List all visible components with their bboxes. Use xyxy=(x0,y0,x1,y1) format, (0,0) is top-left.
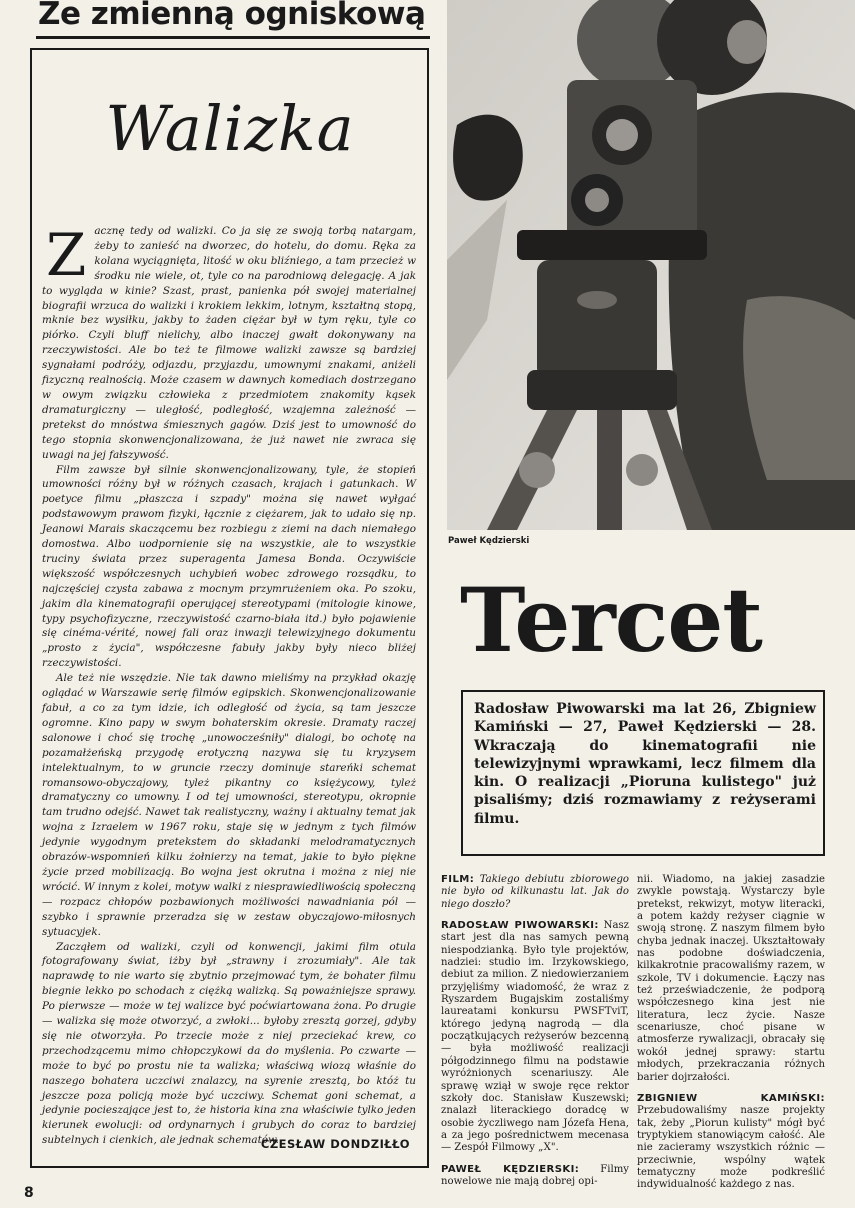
camera-photo xyxy=(447,0,855,530)
photo-credit: Paweł Kędzierski xyxy=(448,536,530,546)
interview-answer: nii. Wiadomo, na jakiej zasadzie zwykle powstają. Wystarczy byle pretekst, rekwizyt, motyw literacki, a potem każdy reżyser ciągnie w swoją stronę. Z naszym filmem było chyba jednak inaczej. Ukształtowały nas podobne doświadczenia, kilkakrotnie pracowaliśmy razem, w szkole, TV i dokumencie. Łączy nas też przeświadczenie, że podporą współczesnego kina jest nie literatura, lecz życie. Nasze scenariusze, choć pisane w atmosferze rywalizacji, obracały się wokół jednej sprawy: startu młodych, przekraczania różnych barier dojrzałości. xyxy=(637,874,825,1083)
paragraph: Zacząłem od walizki, czyli od konwencji, jakimi film otula fotografowany świat, iżby był „strawny i zrozumiały". Ale tak naprawdę to nie warto się zbytnio przejmować tym, że bohater filmu biegnie lekko po schodach z ciężką walizką. Są poważniejsze sprawy. Po pierwsze — może w tej walizce być poćwiartowana żona. Po drugie — walizka się może otworzyć, a zwłoki... byłoby zresztą gorzej, gdyby się nie otworzyła. Po trzecie może z niej przeciekać krew, co przechodzącemu mimo chłopczykowi da do myślenia. Po czwarte — może to być po prostu nie ta walizka; właściwą wiozą właśnie do naszego bohatera uczciwi znalazcy, na syrenie zresztą, bo któż tu jeszcze poza policją może być uczciwy. Schemat goni schemat, a jedynie pocieszające jest to, że historia kina zna właściwie tylko jeden kierunek ewolucji: od ordynarnych i grubych do coraz to bardziej subtelnych i cienkich, ale jednak schematów. xyxy=(42,940,416,1147)
left-article-title: Walizka xyxy=(105,92,355,165)
paragraph: Film zawsze był silnie skonwencjonalizowany, tyle, że stopień umowności różny był w różnych czasach, krajach i gatunkach. W poetyce filmu „płaszcza i szpady" można się nawet wyłgać podstawowym prawom fizyki, łącznie z ciężarem, jak to udało się np. Jeanowi Marais skaczącemu bez rozbiegu z ziemi na dach niemałego domostwa. Albo uodpornienie się na wszystkie, ale to wszystkie truciny świata przez superagenta Jamesa Bonda. Oczywiście większość współczesnych uchybień wobec zdrowego rozsądku, to najczęściej czysta zabawa z mocnym przymrużeniem oka. Po szoku, jakim dla kinematografii operującej stereotypami (mitologie kinowe, typy psychofizyczne, rzeczywistość czarno-biała itd.) było pojawienie się cinéma-vérité, nowej fali oraz inwazji telewizyjnego dokumentu „prosto z życia", współczesne fabuły jakby były nieco bliżej rzeczywistości. xyxy=(42,463,416,670)
paragraph: Ale też nie wszędzie. Nie tak dawno mieliśmy na przykład okazję oglądać w Warszawie serię filmów egipskich. Skonwencjonalizowanie fabuł, a co za tym idzie, ich odległość od życia, są tam jeszcze ogromne. Kino papy w swym bohaterskim okresie. Dramaty raczej salonowe i choć się trochę „unowocześniły" dialogi, bo ochotę na pozamałżeńską przygodę erotyczną nazywa się tu kryzysem intelektualnym, to w gruncie rzeczy dominuje stareńki schemat romansowo-obyczajowy, tyleż pikantny co księżycowy, tyleż dramatyczny co umowny. I od tej umowności, stereotypu, okropnie tam trudno odejść. Nawet tak realistyczny, ważny i aktualny temat jak wojna z Izraelem w 1967 roku, staje się w jednym z tych filmów jedynie wygodnym pretekstem do składanki melodramatycznych obrazów-wspomnień kilku żołnierzy na temat, jakie to było piękne życie przed mobilizacją. Bo wojna jest okrutna i można z niej nie wrócić. W innym z kolei, motyw walki z niesprawiedliwością społeczną — rozpacz chłopów pozbawionych możliwości nawadniania pól — szybko i sprawnie przeradza się w zestaw obyczajowo-miłosnych sytuacyjek. xyxy=(42,672,416,938)
camera-photo-image xyxy=(447,0,855,530)
interview-question: FILM: Takiego debiutu zbiorowego nie było od kilkunastu lat. Jak do niego doszło? xyxy=(441,874,629,910)
interview-answer: ZBIGNIEW KAMIŃSKI: Przebudowaliśmy nasze projekty tak, żeby „Piorun kulisty" mógł być tryptykiem stanowiącym całość. Ale nie zacieramy wszystkich różnic — przeciwnie, wspólny wątek tematyczny może podkreślić indywidualność każdego z nas. xyxy=(637,1092,825,1191)
paragraph: Zacznę tedy od walizki. Co ja się ze swoją torbą natargam, żeby to zanieść na dworzec, do hotelu, do domu. Ręka za kolana wyciągnięta, litość w oku bliźniego, a tam przecież w środku nie wiele, ot, tyle co na parodniową delegację. A jak to wygląda w kinie? Szast, prast, panienka pół swojej materialnej biografii wrzuca do walizki i krokiem lekkim, lotnym, kształtną stopą, mknie bez wysiłku, jakby to żaden ciężar był w tym ręku, tyle co piórko. Czyli bluff nielichy, albo inaczej gwałt dokonywany na rzeczywistości. Ale bo też te filmowe walizki zawsze są bardziej sygnałami podróży, odjazdu, przyjazdu, umownymi znakami, aniżeli fizyczną realnością. Może czasem w dawnych komediach dostrzegano w owym związku człowieka z przedmiotem znakomity kąsek dramaturgiczny — uległość, podległość, wzajemna zależność — pretekst do mnóstwa śmiesznych gagów. Dziś jest to umowność do tego stopnia skonwencjonalizowana, że już nawet nie zwraca się uwagi na jej fałszywość. xyxy=(42,221,416,461)
interview-column-1 xyxy=(441,874,629,1187)
interview-answer: RADOSŁAW PIWOWARSKI: Nasz start jest dla nas samych pewną niespodzianką. Było tyle projektów, nadziei: studio im. Irzykowskiego, debiut za milion. Z niedowierzaniem przyjęliśmy wiadomość, że wraz z Ryszardem Bugajskim zostaliśmy laureatami konkursu PWSFTviT, którego jedyną nagrodą — dla początkujących reżyserów bezcenną — była możliwość realizacji półgodzinnego filmu na podstawie wyróżnionych scenariuszy. Ale sprawę wziął w swoje ręce rektor szkoły doc. Stanisław Kuszewski; znalazł literackiego doradcę w osobie życzliwego nam Józefa Hena, a za jego pośrednictwem mecenasa — Zespół Filmowy „X". xyxy=(441,920,629,1154)
interview-answer: PAWEŁ KĘDZIERSKI: Filmy nowelowe nie mają dobrej opi- xyxy=(441,1163,629,1187)
lead-text: Radosław Piwowarski ma lat 26, Zbigniew Kamiński — 27, Paweł Kędzierski — 28. Wkraczają do kinematografii nie telewizyjnymi wprawkami, lecz filmem dla kin. O realizacji „Pioruna kulistego" już pisaliśmy; dziś rozmawiamy z reżyserami filmu. xyxy=(474,701,816,827)
dropcap: Z xyxy=(46,221,87,289)
left-article-author: CZESŁAW DONDZIŁŁO xyxy=(260,1137,410,1151)
right-article-title: Tercet xyxy=(460,568,762,672)
interview-column-2 xyxy=(637,874,825,1191)
page-number: 8 xyxy=(24,1185,34,1201)
section-rubric: Ze zmienną ogniskową xyxy=(38,0,426,32)
rubric-rule xyxy=(36,36,430,39)
